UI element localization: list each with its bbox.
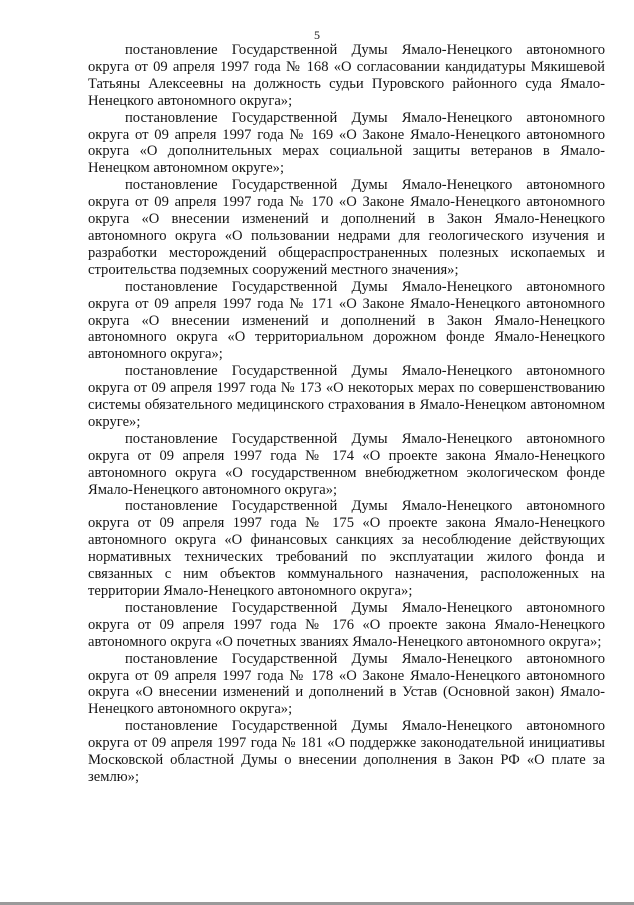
resolution-paragraph-175: постановление Государственной Думы Ямало-Ненецкого автономного округа от 09 апреля 1997 года № 175 «О проекте закона Ямало-Ненецкого автономного округа «О финансовых санкциях за несоблюдение действующих нормативных технических требований по эксплуатации жилого фонда и связанных с ним объектов коммунального назначения, расположенных на территории Ямало-Ненецкого автономного округа»; <box>88 498 605 599</box>
page-number: 5 <box>314 28 320 42</box>
resolution-paragraph-169: постановление Государственной Думы Ямало-Ненецкого автономного округа от 09 апреля 1997 года № 169 «О Законе Ямало-Ненецкого автономного округа «О дополнительных мерах социальной защиты ветеранов в Ямало-Ненецком автономном округе»; <box>88 109 605 177</box>
resolution-paragraph-173: постановление Государственной Думы Ямало-Ненецкого автономного округа от 09 апреля 1997 года № 173 «О некоторых мерах по совершенствованию системы обязательного медицинского страхования в Ямало-Ненецком автономном округе»; <box>88 363 605 430</box>
resolution-paragraph-178: постановление Государственной Думы Ямало-Ненецкого автономного округа от 09 апреля 1997 года № 178 «О Законе Ямало-Ненецкого автономного округа «О внесении изменений и дополнений в Устав (Основной закон) Ямало-Ненецкого автономного округа»; <box>88 650 605 718</box>
resolution-paragraph-171: постановление Государственной Думы Ямало-Ненецкого автономного округа от 09 апреля 1997 года № 171 «О Законе Ямало-Ненецкого автономного округа «О внесении изменений и дополнений в Закон Ямало-Ненецкого автономного округа «О территориальном дорожном фонде Ямало-Ненецкого автономного округа»; <box>88 278 605 363</box>
resolution-paragraph-174: постановление Государственной Думы Ямало-Ненецкого автономного округа от 09 апреля 1997 года № 174 «О проекте закона Ямало-Ненецкого автономного округа «О государственном внебюджетном экологическом фонде Ямало-Ненецкого автономного округа»; <box>88 430 605 498</box>
document-body <box>88 42 605 786</box>
resolution-paragraph-170: постановление Государственной Думы Ямало-Ненецкого автономного округа от 09 апреля 1997 года № 170 «О Законе Ямало-Ненецкого автономного округа «О внесении изменений и дополнений в Закон Ямало-Ненецкого автономного округа «О пользовании недрами для геологического изучения и разработки месторождений общераспространенных полезных ископаемых и строительства подземных сооружений местного значения»; <box>88 177 605 278</box>
resolution-paragraph-168: постановление Государственной Думы Ямало-Ненецкого автономного округа от 09 апреля 1997 года № 168 «О согласовании кандидатуры Мякишевой Татьяны Алексеевны на должность судьи Пуровского районного суда Ямало-Ненецкого автономного округа»; <box>88 42 605 109</box>
resolution-paragraph-181: постановление Государственной Думы Ямало-Ненецкого автономного округа от 09 апреля 1997 года № 181 «О поддержке законодательной инициативы Московской областной Думы о внесении дополнения в Закон РФ «О плате за землю»; <box>88 718 605 785</box>
resolution-paragraph-176: постановление Государственной Думы Ямало-Ненецкого автономного округа от 09 апреля 1997 года № 176 «О проекте закона Ямало-Ненецкого автономного округа «О почетных званиях Ямало-Ненецкого автономного округа»; <box>88 599 605 650</box>
